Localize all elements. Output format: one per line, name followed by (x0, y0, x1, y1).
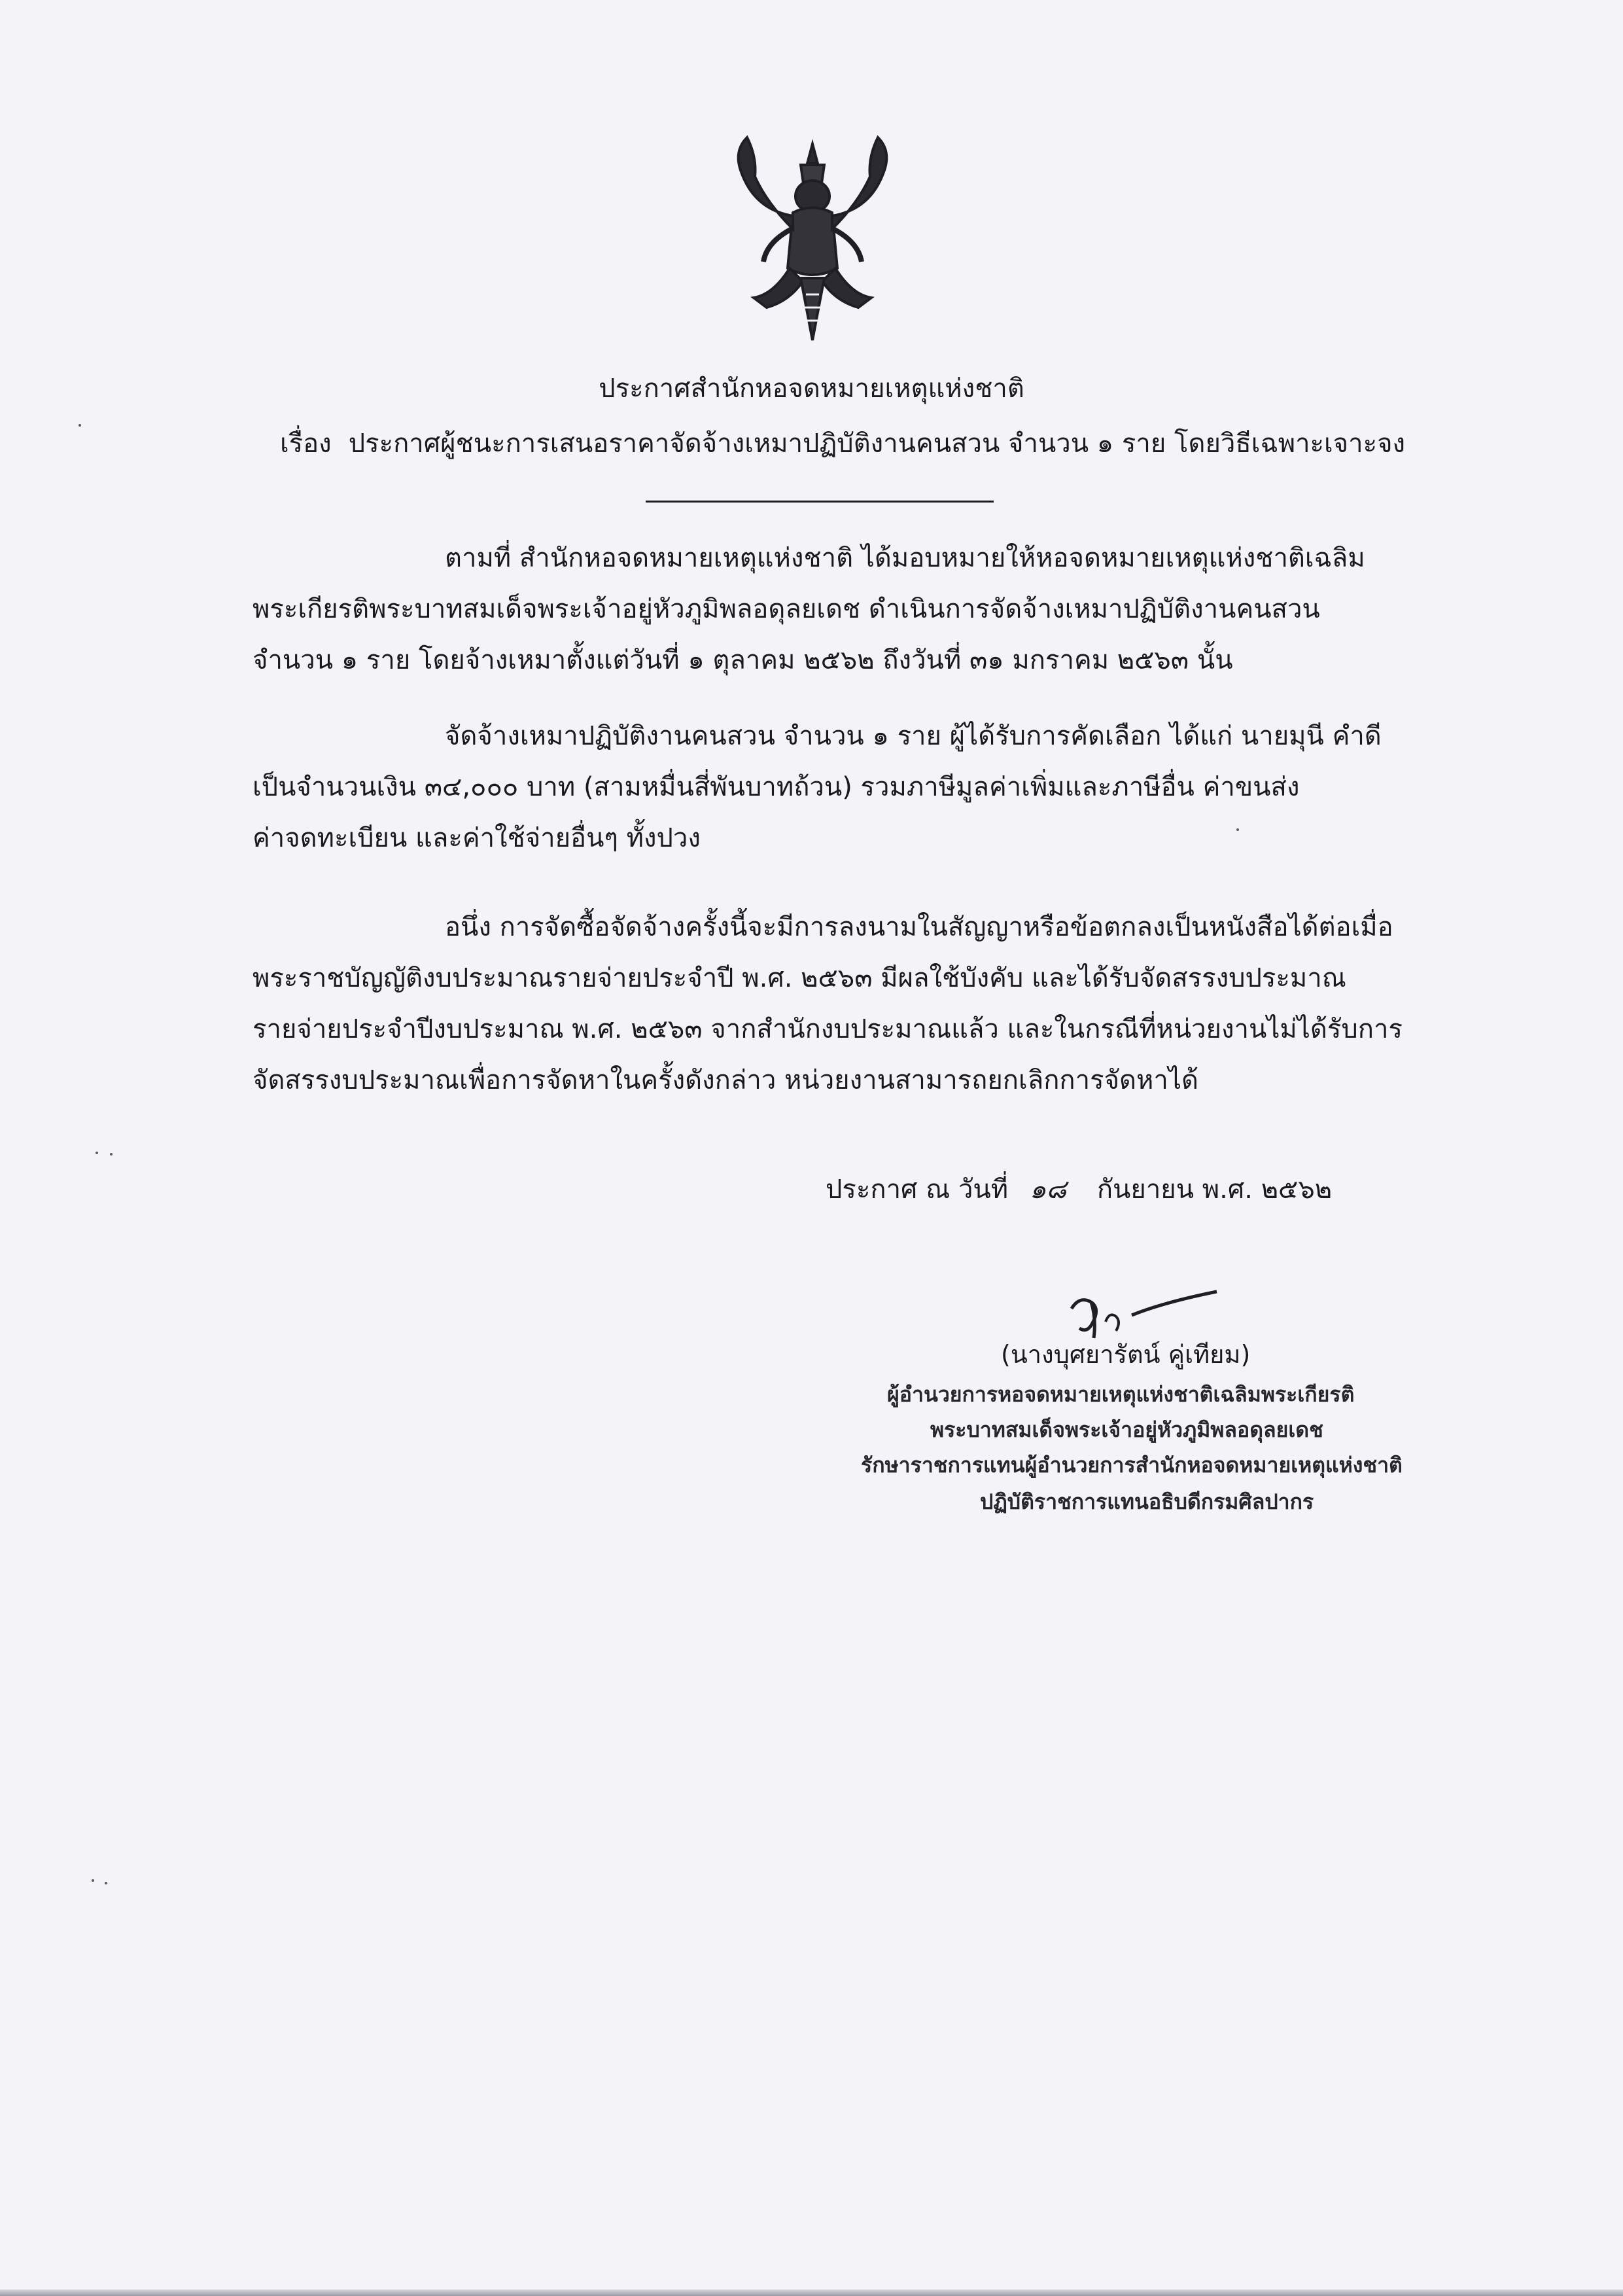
signer-title-1: ผู้อำนวยการหอจดหมายเหตุแห่งชาติเฉลิมพระเกียรติ (887, 1382, 1355, 1407)
paragraph-3-line-3: รายจ่ายประจำปีงบประมาณ พ.ศ. ๒๕๖๓ จากสำนักงบประมาณแล้ว และในกรณีที่หน่วยงานไม่ได้รับการ (253, 1014, 1403, 1044)
subject-line (280, 425, 1405, 462)
garuda-emblem-icon (727, 131, 898, 353)
scan-speck (92, 1879, 94, 1882)
paragraph-2-line-2: เป็นจำนวนเงิน ๓๔,๐๐๐ บาท (สามหมื่นสี่พันบาทถ้วน) รวมภาษีมูลค่าเพิ่มและภาษีอื่น ค่าขนส่ง (253, 772, 1300, 802)
signer-name: (นางบุศยารัตน์ คู่เทียม) (1001, 1340, 1251, 1369)
signer-title-2: พระบาทสมเด็จพระเจ้าอยู่หัวภูมิพลอดุลยเดช (930, 1417, 1323, 1442)
scan-speck (110, 1153, 113, 1156)
paragraph-1-line-1: ตามที่ สำนักหอจดหมายเหตุแห่งชาติ ได้มอบหมายให้หอจดหมายเหตุแห่งชาติเฉลิม (445, 543, 1365, 573)
subject-label: เรื่อง (280, 429, 332, 459)
paragraph-1-line-2: พระเกียรติพระบาทสมเด็จพระเจ้าอยู่หัวภูมิพลอดุลยเดช ดำเนินการจัดจ้างเหมาปฏิบัติงานคนสวน (253, 594, 1320, 624)
signer-title-4: ปฏิบัติราชการแทนอธิบดีกรมศิลปากร (980, 1489, 1314, 1514)
paragraph-2-line-3: ค่าจดทะเบียน และค่าใช้จ่ายอื่นๆ ทั้งปวง (253, 823, 701, 853)
paragraph-3-line-2: พระราชบัญญัติงบประมาณรายจ่ายประจำปี พ.ศ. ๒๕๖๓ มีผลใช้บังคับ และได้รับจัดสรรงบประมาณ (253, 963, 1346, 993)
date-day: ๑๘ (1029, 1174, 1067, 1205)
date-prefix: ประกาศ ณ วันที่ (826, 1174, 1009, 1205)
date-month-year: กันยายน พ.ศ. ๒๕๖๒ (1096, 1174, 1333, 1205)
paragraph-2-line-1: จัดจ้างเหมาปฏิบัติงานคนสวน จำนวน ๑ ราย ผู้ได้รับการคัดเลือก ได้แก่ นายมุนี คำดี (445, 721, 1382, 751)
scan-speck (105, 1882, 107, 1884)
signer-title-3: รักษาราชการแทนผู้อำนวยการสำนักหอจดหมายเหตุแห่งชาติ (861, 1453, 1403, 1477)
paragraph-3-line-1: อนึ่ง การจัดซื้อจัดจ้างครั้งนี้จะมีการลงนามในสัญญาหรือข้อตกลงเป็นหนังสือได้ต่อเมื่อ (445, 912, 1393, 942)
document-title: ประกาศสำนักหอจดหมายเหตุแห่งชาติ (599, 374, 1024, 404)
scan-speck (96, 1152, 98, 1154)
paragraph-3-line-4: จัดสรรงบประมาณเพื่อการจัดหาในครั้งดังกล่าว หน่วยงานสามารถยกเลิกการจัดหาได้ (253, 1065, 1198, 1095)
scan-speck (1236, 828, 1239, 831)
title-divider (646, 501, 994, 503)
subject-text: ประกาศผู้ชนะการเสนอราคาจัดจ้างเหมาปฏิบัติงานคนสวน จำนวน ๑ ราย โดยวิธีเฉพาะเจาะจง (348, 429, 1406, 459)
scan-edge (0, 2289, 1623, 2296)
scan-speck (79, 424, 81, 427)
announcement-date (826, 1171, 1332, 1208)
paragraph-1-line-3: จำนวน ๑ ราย โดยจ้างเหมาตั้งแต่วันที่ ๑ ตุลาคม ๒๕๖๒ ถึงวันที่ ๓๑ มกราคม ๒๕๖๓ นั้น (253, 645, 1233, 675)
